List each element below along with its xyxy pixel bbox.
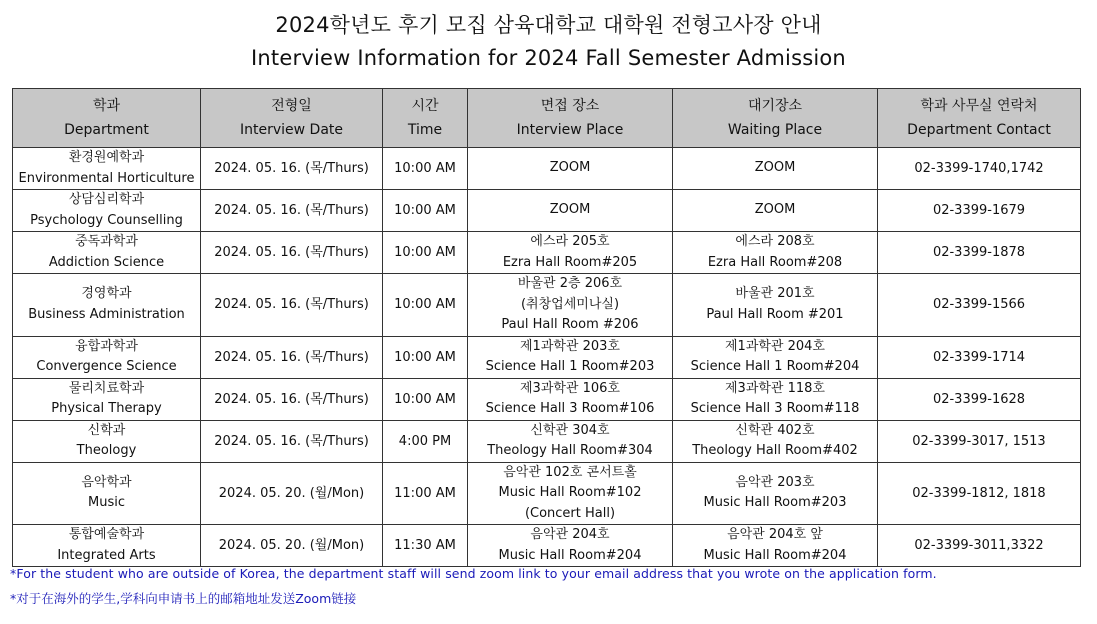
time-cell: 10:00 AM — [383, 378, 468, 420]
waiting-place-cell — [673, 525, 878, 567]
time-cell: 10:00 AM — [383, 190, 468, 232]
department-cell-line: 통합예술학과 — [68, 527, 145, 542]
waiting-place-cell-line: ZOOM — [754, 160, 796, 176]
waiting-place-cell — [673, 462, 878, 525]
table-row — [13, 378, 1081, 420]
page-title-korean: 2024학년도 후기 모집 삼육대학교 대학원 전형고사장 안내 — [275, 13, 822, 37]
department-cell — [13, 148, 201, 190]
zoom-notice-english: *For the student who are outside of Korea, the department staff will send zoom link to your email address that you wrote on the application form. — [10, 566, 937, 581]
table-row — [13, 420, 1081, 462]
time-cell: 10:00 AM — [383, 336, 468, 378]
interview-place-cell-line: 음악관 204호 — [530, 527, 610, 542]
department-cell — [13, 190, 201, 232]
department-cell-line: Addiction Science — [48, 254, 165, 270]
date-cell: 2024. 05. 16. (목/Thurs) — [201, 232, 383, 274]
interview-place-cell-line: 에스라 205호 — [530, 234, 610, 249]
interview-place-cell-line: Ezra Hall Room#205 — [502, 254, 638, 270]
time-cell: 11:30 AM — [383, 525, 468, 567]
department-cell-line: Psychology Counselling — [30, 212, 183, 228]
interview-place-cell-line: Music Hall Room#102 — [498, 485, 642, 500]
table-row — [13, 462, 1081, 525]
page-title-english: Interview Information for 2024 Fall Semester Admission — [251, 46, 846, 70]
date-cell: 2024. 05. 16. (목/Thurs) — [201, 148, 383, 190]
waiting-place-cell — [673, 190, 878, 232]
interview-place-cell — [468, 525, 673, 567]
date-cell: 2024. 05. 16. (목/Thurs) — [201, 378, 383, 420]
waiting-place-cell — [673, 420, 878, 462]
header-department-contact: 학과 사무실 연락처 Department Contact — [878, 89, 1081, 148]
waiting-place-cell-line: Theology Hall Room#402 — [692, 443, 858, 458]
interview-place-cell-line: (Concert Hall) — [524, 505, 616, 521]
date-cell: 2024. 05. 20. (월/Mon) — [201, 525, 383, 567]
table-row — [13, 190, 1081, 232]
department-cell-line: 음악학과 — [81, 474, 132, 490]
contact-cell: 02-3399-1878 — [878, 232, 1081, 274]
waiting-place-cell-line: 바울관 201호 — [735, 286, 815, 302]
department-cell-line: Theology — [76, 443, 137, 458]
table-row — [13, 274, 1081, 337]
waiting-place-cell-line: 에스라 208호 — [735, 234, 815, 249]
contact-cell: 02-3399-1566 — [878, 274, 1081, 337]
zoom-notice-chinese: *对于在海外的学生,学科向申请书上的邮箱地址发送Zoom链接 — [10, 591, 357, 606]
department-cell-line: 융합과학과 — [75, 338, 138, 354]
header-department: 학과 Department — [13, 89, 201, 148]
department-cell-line: 중독과학과 — [75, 234, 138, 249]
date-cell: 2024. 05. 16. (목/Thurs) — [201, 274, 383, 337]
date-cell: 2024. 05. 16. (목/Thurs) — [201, 420, 383, 462]
waiting-place-cell — [673, 336, 878, 378]
department-cell — [13, 525, 201, 567]
interview-place-cell-line: 제3과학관 106호 — [519, 380, 620, 396]
time-cell: 10:00 AM — [383, 232, 468, 274]
department-cell-line: 상담심리학과 — [68, 192, 145, 207]
date-cell: 2024. 05. 20. (월/Mon) — [201, 462, 383, 525]
waiting-place-cell — [673, 274, 878, 337]
interview-place-cell-line: Paul Hall Room #206 — [501, 317, 639, 332]
department-cell-line: Physical Therapy — [51, 401, 162, 416]
interview-place-cell — [468, 148, 673, 190]
waiting-place-cell — [673, 378, 878, 420]
waiting-place-cell-line: Music Hall Room#204 — [703, 547, 847, 563]
contact-cell: 02-3399-3011,3322 — [878, 525, 1081, 567]
header-time: 시간 Time — [383, 89, 468, 148]
interview-place-cell-line: 제1과학관 203호 — [519, 338, 620, 354]
interview-place-cell — [468, 232, 673, 274]
contact-cell: 02-3399-1679 — [878, 190, 1081, 232]
header-waiting-place: 대기장소 Waiting Place — [673, 89, 878, 148]
department-cell-line: Integrated Arts — [57, 547, 156, 563]
contact-cell: 02-3399-1740,1742 — [878, 148, 1081, 190]
waiting-place-cell-line: ZOOM — [754, 202, 796, 218]
header-interview-date: 전형일 Interview Date — [201, 89, 383, 148]
interview-place-cell — [468, 190, 673, 232]
interview-place-cell — [468, 274, 673, 337]
contact-cell: 02-3399-1628 — [878, 378, 1081, 420]
department-cell-line: 물리치료학과 — [68, 380, 145, 396]
department-cell-line: Environmental Horticulture — [18, 170, 195, 186]
department-cell — [13, 378, 201, 420]
department-cell-line: 환경원예학과 — [68, 150, 145, 165]
department-cell-line: Music — [88, 495, 125, 511]
table-header-row — [13, 89, 1081, 148]
contact-cell: 02-3399-3017, 1513 — [878, 420, 1081, 462]
waiting-place-cell — [673, 232, 878, 274]
table-row — [13, 336, 1081, 378]
interview-place-cell-line: Music Hall Room#204 — [498, 547, 642, 563]
time-cell: 10:00 AM — [383, 274, 468, 337]
department-cell-line: 신학과 — [87, 422, 126, 438]
waiting-place-cell — [673, 148, 878, 190]
waiting-place-cell-line: 신학관 402호 — [735, 422, 815, 438]
department-cell — [13, 420, 201, 462]
department-cell-line: Convergence Science — [36, 359, 177, 374]
contact-cell: 02-3399-1714 — [878, 336, 1081, 378]
waiting-place-cell-line: 제3과학관 118호 — [724, 380, 825, 396]
table-row — [13, 525, 1081, 567]
interview-place-cell-line: (취창업세미나실) — [520, 296, 620, 312]
table-row — [13, 232, 1081, 274]
date-cell: 2024. 05. 16. (목/Thurs) — [201, 190, 383, 232]
time-cell: 10:00 AM — [383, 148, 468, 190]
time-cell: 4:00 PM — [383, 420, 468, 462]
header-interview-place: 면접 장소 Interview Place — [468, 89, 673, 148]
interview-place-cell-line: Science Hall 3 Room#106 — [485, 401, 655, 416]
contact-cell: 02-3399-1812, 1818 — [878, 462, 1081, 525]
waiting-place-cell-line: 제1과학관 204호 — [724, 338, 825, 354]
interview-place-cell-line: ZOOM — [549, 202, 591, 218]
time-cell: 11:00 AM — [383, 462, 468, 525]
interview-place-cell — [468, 420, 673, 462]
interview-place-cell-line: ZOOM — [549, 160, 591, 176]
waiting-place-cell-line: Ezra Hall Room#208 — [707, 254, 843, 270]
department-cell — [13, 462, 201, 525]
department-cell-line: Business Administration — [28, 306, 185, 322]
interview-place-cell-line: Science Hall 1 Room#203 — [485, 359, 655, 374]
waiting-place-cell-line: Science Hall 1 Room#204 — [690, 359, 860, 374]
interview-schedule-table — [12, 88, 1081, 567]
waiting-place-cell-line: Paul Hall Room #201 — [706, 306, 844, 322]
department-cell-line: 경영학과 — [81, 286, 132, 302]
department-cell — [13, 336, 201, 378]
department-cell — [13, 274, 201, 337]
interview-place-cell-line: Theology Hall Room#304 — [487, 443, 653, 458]
interview-place-cell-line: 신학관 304호 — [530, 422, 610, 438]
department-cell — [13, 232, 201, 274]
interview-place-cell — [468, 336, 673, 378]
table-row — [13, 148, 1081, 190]
interview-place-cell-line: 바울관 2층 206호 — [517, 276, 623, 291]
waiting-place-cell-line: 음악관 204호 앞 — [727, 527, 823, 542]
interview-place-cell-line: 음악관 102호 콘서트홀 — [503, 464, 637, 480]
date-cell: 2024. 05. 16. (목/Thurs) — [201, 336, 383, 378]
interview-place-cell — [468, 462, 673, 525]
waiting-place-cell-line: Music Hall Room#203 — [703, 495, 847, 511]
waiting-place-cell-line: 음악관 203호 — [735, 474, 815, 490]
interview-place-cell — [468, 378, 673, 420]
waiting-place-cell-line: Science Hall 3 Room#118 — [690, 401, 860, 416]
